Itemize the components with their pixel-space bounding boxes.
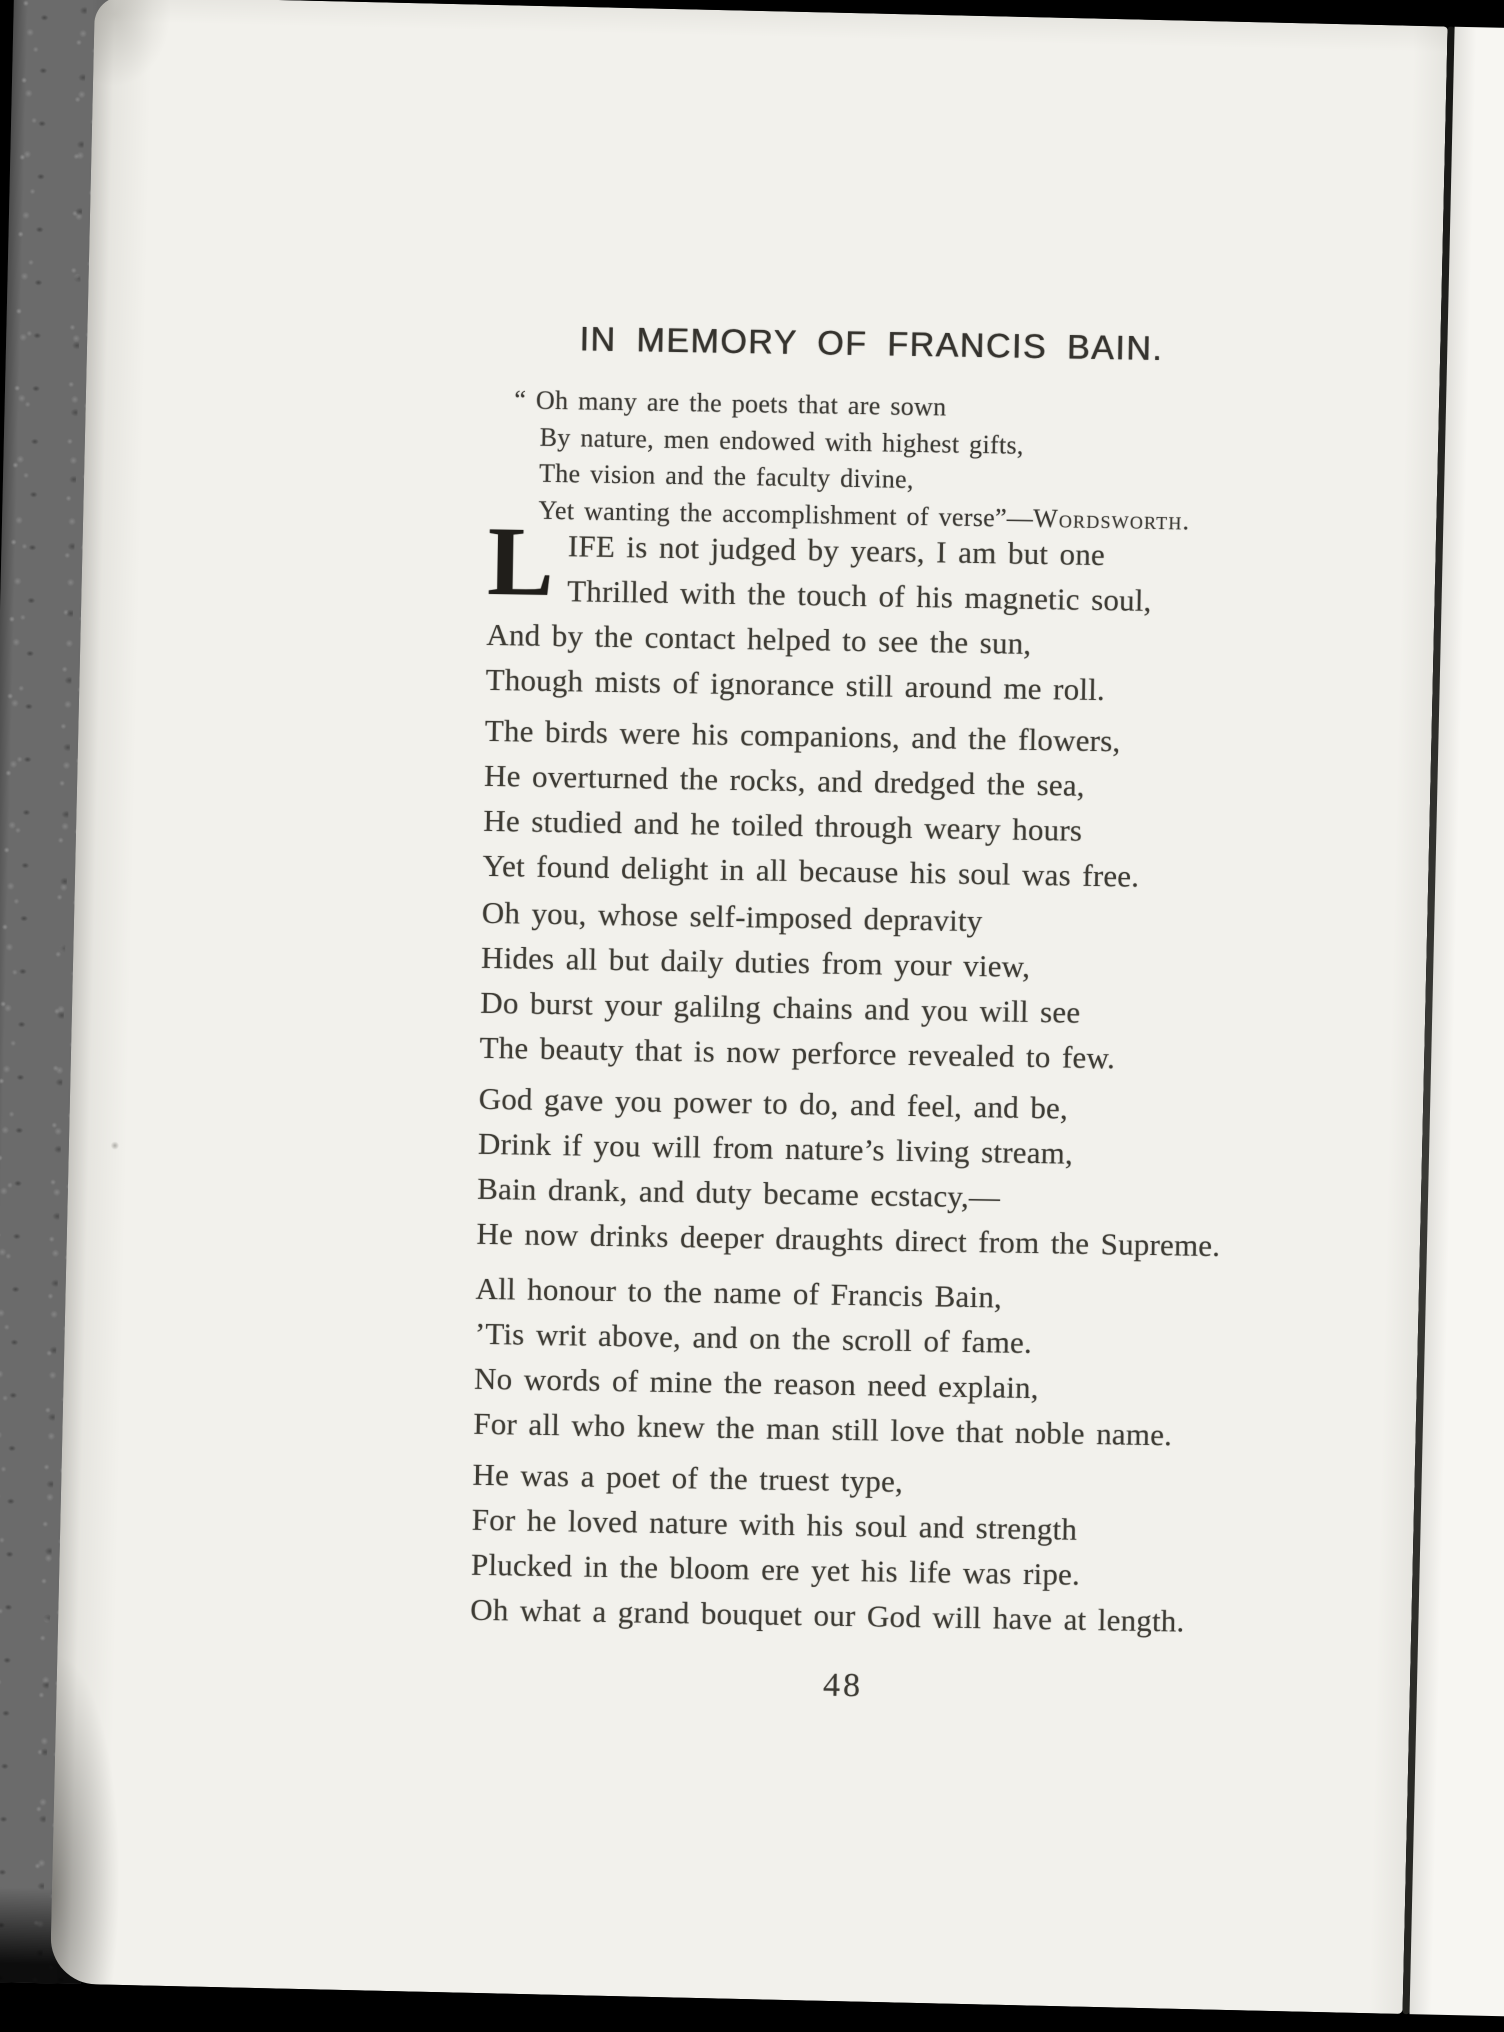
poem-line: IFE is not judged by years, I am but one — [567, 528, 1106, 573]
poem-line: And by the contact helped to see the sun, — [486, 616, 1032, 661]
poem-line: Hides all but daily duties from your view, — [480, 939, 1031, 984]
poem-line: For all who knew the man still love that noble name. — [473, 1405, 1173, 1453]
poem-line: The beauty that is now perforce revealed to few. — [479, 1029, 1116, 1076]
poem-line: Yet found delight in all because his soul was free. — [482, 847, 1140, 894]
poem-line: Though mists of ignorance still around me roll. — [485, 661, 1106, 708]
poem-line: He was a poet of the truest type, — [472, 1456, 904, 1499]
stanza — [470, 1452, 1333, 1646]
poem-line: God gave you power to do, and feel, and be, — [478, 1080, 1069, 1126]
poem-line: All honour to the name of Francis Bain, — [475, 1270, 1003, 1315]
poem-line: Oh you, whose self-imposed depravity — [481, 894, 983, 939]
epigraph-line: The vision and the faculty divine, — [538, 458, 914, 494]
epigraph-line: “ Oh many are the poets that are sown — [514, 385, 947, 422]
poem-line: ’Tis writ above, and on the scroll of fame. — [474, 1315, 1033, 1361]
poem-line: He overturned the rocks, and dredged the sea, — [483, 757, 1086, 803]
poem-line: No words of mine the reason need explain, — [473, 1360, 1040, 1406]
book-page — [50, 0, 1448, 2014]
poem-title: IN MEMORY OF FRANCIS BAIN. — [579, 320, 1164, 369]
stanza — [473, 1266, 1336, 1460]
poem-line: Oh what a grand bouquet our God will have at length. — [469, 1591, 1185, 1639]
page-content — [464, 5, 1357, 2007]
stanza — [479, 890, 1342, 1084]
drop-cap: L — [486, 506, 555, 617]
poem-line: He studied and he toiled through weary hours — [483, 802, 1083, 848]
poem-line: For he loved nature with his soul and strength — [471, 1501, 1078, 1547]
page-number: 48 — [822, 1666, 864, 1705]
stanza — [476, 1076, 1339, 1270]
epigraph-attribution: Wordsworth. — [1032, 503, 1191, 536]
poem-line: The birds were his companions, and the flowers, — [484, 712, 1121, 759]
poem-line: Plucked in the bloom ere yet his life was ripe. — [470, 1546, 1081, 1592]
poem-line: He now drinks deeper draughts direct from the Supreme. — [476, 1215, 1221, 1264]
poem-line: Do burst your galilng chains and you will see — [480, 984, 1081, 1030]
epigraph — [488, 382, 1192, 540]
epigraph-line: Yet wanting the accomplishment of verse”— — [538, 495, 1034, 533]
epigraph-line: By nature, men endowed with highest gifts, — [539, 422, 1024, 460]
poem-line: Drink if you will from nature’s living stream, — [477, 1125, 1074, 1171]
poem-line: Thrilled with the touch of his magnetic soul, — [566, 573, 1152, 618]
poem-line: Bain drank, and duty became ecstacy,— — [476, 1170, 1001, 1215]
stanza — [482, 708, 1345, 902]
